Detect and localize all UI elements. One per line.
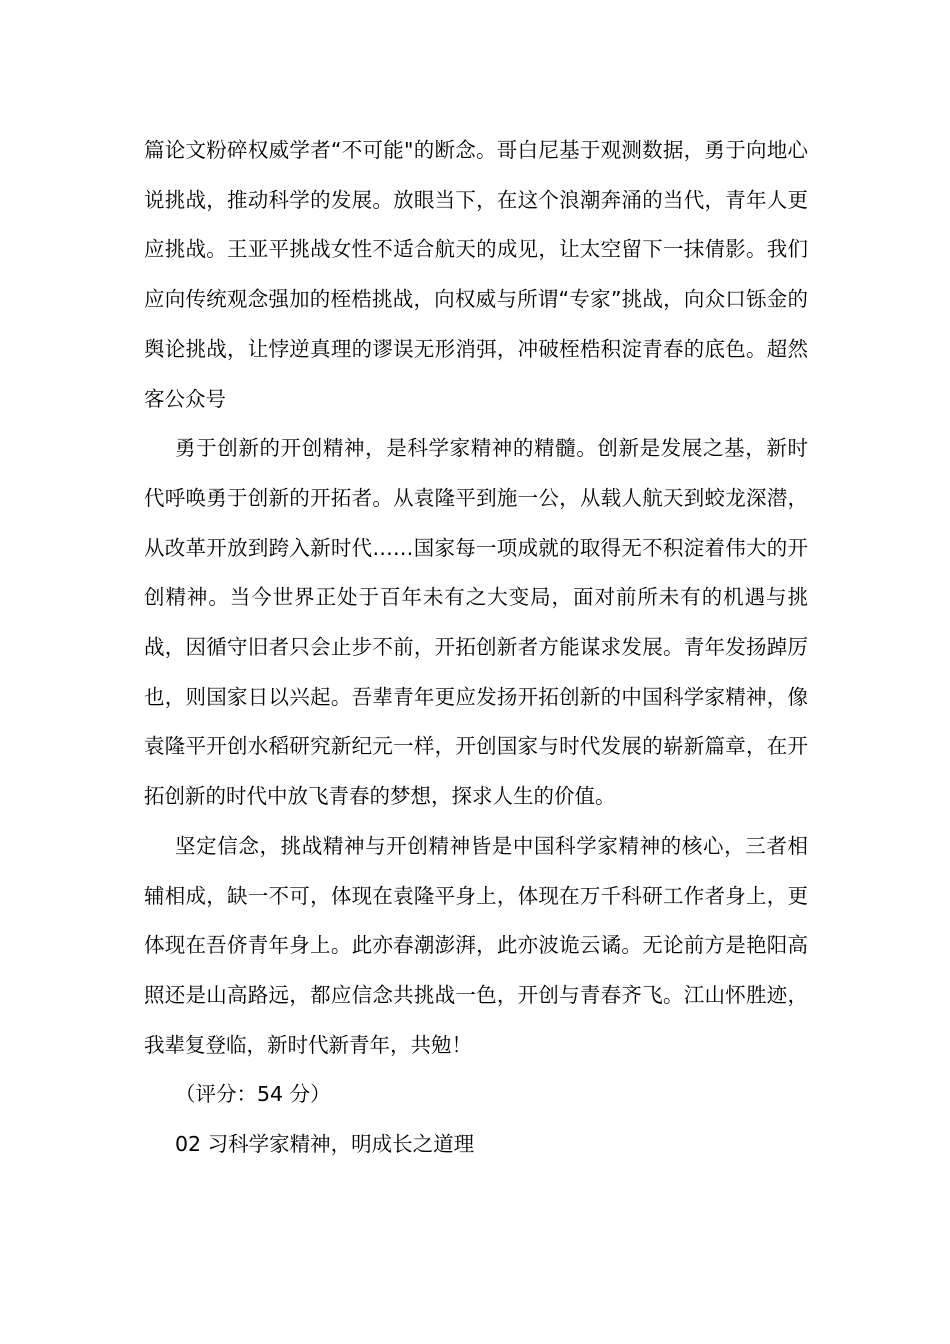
section-heading: 02 习科学家精神，明成长之道理 bbox=[175, 1132, 475, 1157]
score-label: （评分：54 分） bbox=[175, 1082, 331, 1107]
document-body bbox=[144, 126, 808, 1170]
paragraph-conclusion: 坚定信念，挑战精神与开创精神皆是中国科学家精神的核心，三者相辅相成，缺一不可，体现在袁隆平身上，体现在万千科研工作者身上，更体现在吾侪青年身上。此亦春潮澎湃，此亦波诡云谲。无论前方是艳阳高照还是山高路远，都应信念共挑战一色，开创与青春齐飞。江山怀胜迹，我辈复登临，新时代新青年，共勉！ bbox=[144, 833, 808, 1057]
paragraph-challenge-spirit: 篇论文粉碎权威学者“不可能"的断念。哥白尼基于观测数据，勇于向地心说挑战，推动科学的发展。放眼当下，在这个浪潮奔涌的当代，青年人更应挑战。王亚平挑战女性不适合航天的成见，让太空留下一抹倩影。我们应向传统观念强加的桎梏挑战，向权威与所谓“专家”挑战，向众口铄金的舆论挑战，让悖逆真理的谬误无形消弭，冲破桎梏积淀青春的底色。超然客公众号 bbox=[144, 138, 808, 411]
paragraph-innovation-spirit: 勇于创新的开创精神，是科学家精神的精髓。创新是发展之基，新时代呼唤勇于创新的开拓者。从袁隆平到施一公，从载人航天到蛟龙深潜，从改革开放到跨入新时代……国家每一项成就的取得无不积淀着伟大的开创精神。当今世界正处于百年未有之大变局，面对前所未有的机遇与挑战，因循守旧者只会止步不前，开拓创新者方能谋求发展。青年发扬踔厉也，则国家日以兴起。吾辈青年更应发扬开拓创新的中国科学家精神，像袁隆平开创水稻研究新纪元一样，开创国家与时代发展的崭新篇章，在开拓创新的时代中放飞青春的梦想，探求人生的价值。 bbox=[144, 436, 808, 809]
